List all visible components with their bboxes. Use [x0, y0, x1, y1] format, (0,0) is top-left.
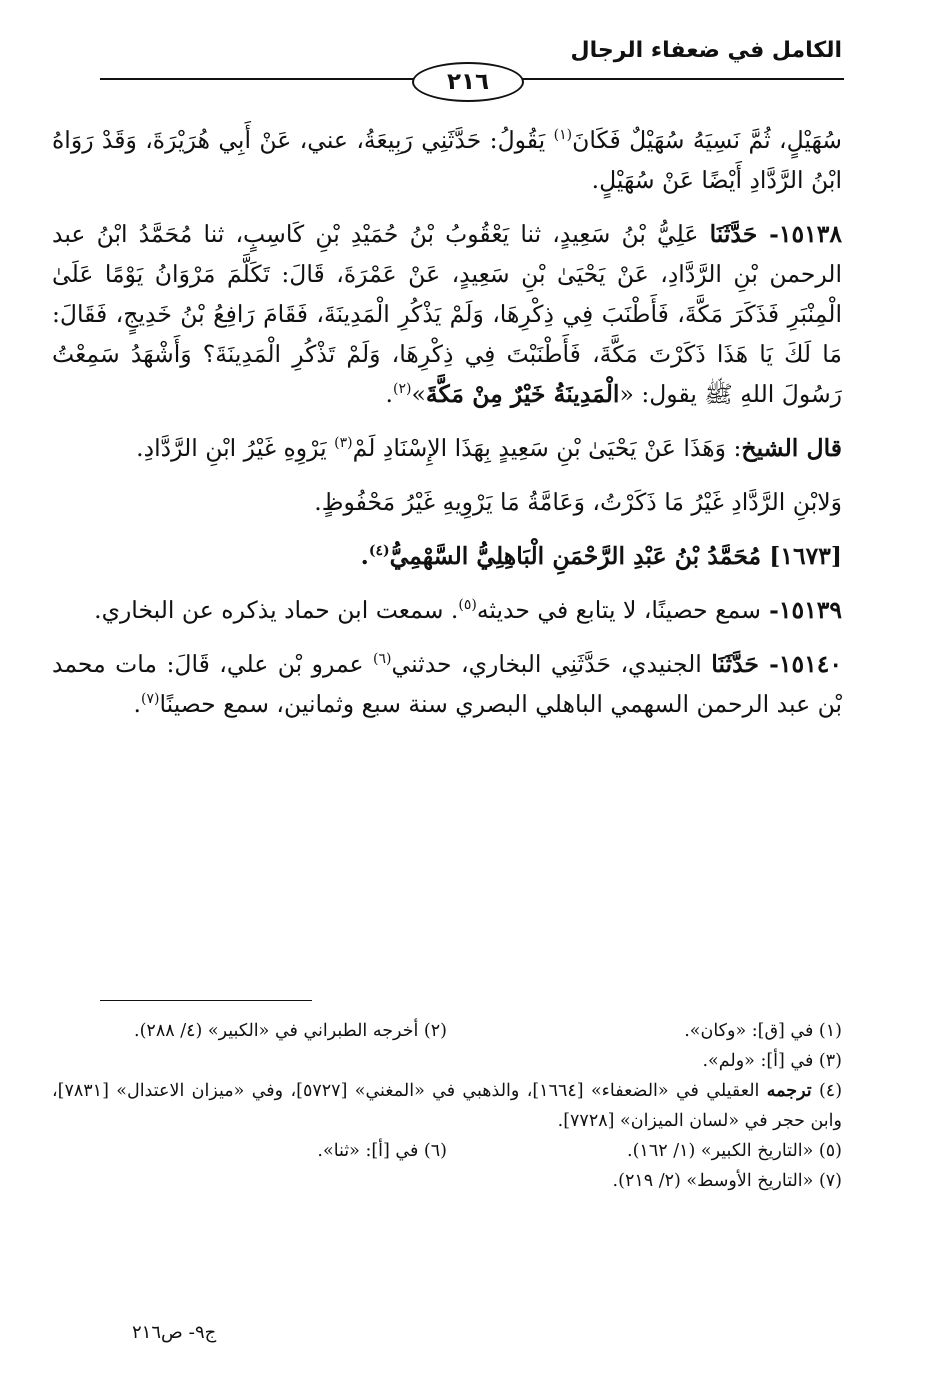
- footnote-7: (٧) «التاريخ الأوسط» (٢/ ٢١٩).: [612, 1171, 842, 1191]
- footnote-row: [52, 1016, 842, 1046]
- hadith-number: ١٥١٣٨-: [757, 220, 843, 248]
- shaykh-comment: [52, 428, 842, 468]
- text-run: .: [385, 380, 393, 408]
- text-run: عَلِيُّ بْنُ سَعِيدٍ، ثنا يَعْقُوبُ بْنُ حُمَيْدِ بْنِ كَاسِبٍ، ثنا مُحَمَّدُ ابْنُ عبد الرحمن بْنِ الرَّدَّادِ، عَنْ يَحْيَىٰ بْنِ سَعِيدٍ، عَنْ عَمْرَةَ، قَالَ: تَكَلَّمَ مَرْوَانُ يَوْمًا عَلَىٰ الْمِنْبَرِ فَذَكَرَ مَكَّةَ، فَأَطْنَبَ فِي ذِكْرِهَا، وَلَمْ يَذْكُرِ الْمَدِينَةَ، فَقَامَ رَافِعُ بْنُ خَدِيجٍ، فَقَالَ: مَا لَكَ يَا هَذَا ذَكَرْتَ مَكَّةَ، فَأَطْنَبْتَ فِي ذِكْرِهَا، وَلَمْ تَذْكُرِ الْمَدِينَةَ؟ وَأَشْهَدُ سَمِعْتُ رَسُولَ اللهِ ﷺ يقول: «: [52, 220, 842, 408]
- footnote-ref: (٥): [458, 597, 477, 614]
- narration-lead: حَدَّثَنَا: [709, 220, 758, 248]
- footnote-ref: (١): [553, 127, 573, 144]
- footnotes-rule: [100, 1000, 312, 1001]
- page-number-oval: [412, 62, 524, 102]
- paragraph-suhayl: [52, 120, 842, 200]
- text-run: سُهَيْلٍ، ثُمَّ نَسِيَهُ سُهَيْلٌ فَكَانَ: [572, 126, 842, 154]
- footnote-row: [52, 1136, 842, 1166]
- page-number: ٢١٦: [446, 69, 490, 95]
- biography-entry-heading: [52, 536, 842, 576]
- footnote-ref: (٢): [392, 381, 412, 398]
- hadith-number: ١٥١٤٠-: [758, 650, 842, 678]
- footnote-6: (٦) في [أ]: «ثنا».: [317, 1141, 447, 1161]
- hadith-15138: [52, 214, 842, 414]
- footnote-ref: (٤): [368, 543, 390, 560]
- footnote-lead: ترجمه: [766, 1081, 812, 1101]
- hadith-quote: الْمَدِينَةُ خَيْرٌ مِنْ مَكَّةَ: [425, 380, 620, 408]
- footnote-1: (١) في [ق]: «وكان».: [684, 1021, 842, 1041]
- text-run: العقيلي في «الضعفاء» [١٦٦٤]، والذهبي في «المغني» [٥٧٢٧]، وفي «ميزان الاعتدال» [٧٨٣١]، وابن حجر في «لسان الميزان» [٧٧٢٨].: [52, 1081, 842, 1131]
- footnotes: [52, 1016, 842, 1196]
- footnote-ref: (٧): [140, 691, 160, 708]
- footnote-2: (٢) أخرجه الطبراني في «الكبير» (٤/ ٢٨٨).: [134, 1021, 447, 1041]
- text-run: »: [411, 380, 426, 408]
- text-run: : وَهَذَا عَنْ يَحْيَىٰ بْنِ سَعِيدٍ بِهَذَا الإِسْنَادِ لَمْ: [352, 434, 742, 462]
- text-run: .: [360, 542, 369, 570]
- text-run: .: [133, 690, 141, 718]
- footnote-5: (٥) «التاريخ الكبير» (١/ ١٦٢).: [627, 1141, 842, 1161]
- paragraph-radd: وَلابْنِ الرَّدَّادِ غَيْرُ مَا ذَكَرْتُ، وَعَامَّةُ مَا يَرْوِيهِ غَيْرُ مَحْفُوظٍ.: [314, 488, 842, 516]
- footnote-ref: (٣): [334, 435, 353, 452]
- footnote-3: (٣) في [أ]: «ولم».: [702, 1051, 842, 1071]
- hadith-number: ١٥١٣٩-: [760, 596, 842, 624]
- footnote-number: (٤): [811, 1081, 843, 1101]
- narration-lead: حَدَّثَنَا: [711, 650, 759, 678]
- text-run: الجنيدي، حَدَّثَنِي البخاري، حدثني: [391, 650, 712, 678]
- text-run: . سمعت ابن حماد يذكره عن البخاري.: [94, 596, 459, 624]
- hadith-15139: [52, 590, 842, 630]
- main-text: [52, 120, 842, 738]
- footnote-ref: (٦): [373, 651, 392, 668]
- text-run: يَقُولُ: حَدَّثَنِي رَبِيعَةُ، عني، عَنْ أَبِي هُرَيْرَةَ، وَقَدْ رَوَاهُ ابْنُ الرَّدَّادِ أَيْضًا عَنْ سُهَيْلٍ.: [52, 126, 842, 194]
- running-head-title: الكامل في ضعفاء الرجال: [570, 38, 842, 63]
- hadith-15140: [52, 644, 842, 724]
- footnote-4: [52, 1076, 842, 1136]
- text-run: يَرْوِهِ غَيْرُ ابْنِ الرَّدَّادِ.: [136, 434, 335, 462]
- shaykh-label: قال الشيخ: [741, 434, 842, 462]
- entry-title: [١٦٧٣] مُحَمَّدُ بْنُ عَبْدِ الرَّحْمَنِ الْبَاهِلِيُّ السَّهْمِيُّ: [389, 542, 842, 570]
- text-run: عمرو بْن علي، قَالَ: مات محمد بْن عبد الرحمن السهمي الباهلي البصري سنة سبع وثمانين، سمع حصينًا: [52, 650, 842, 718]
- volume-page-reference: ج٩- ص٢١٦: [132, 1322, 217, 1343]
- text-run: سمع حصينًا، لا يتابع في حديثه: [476, 596, 761, 624]
